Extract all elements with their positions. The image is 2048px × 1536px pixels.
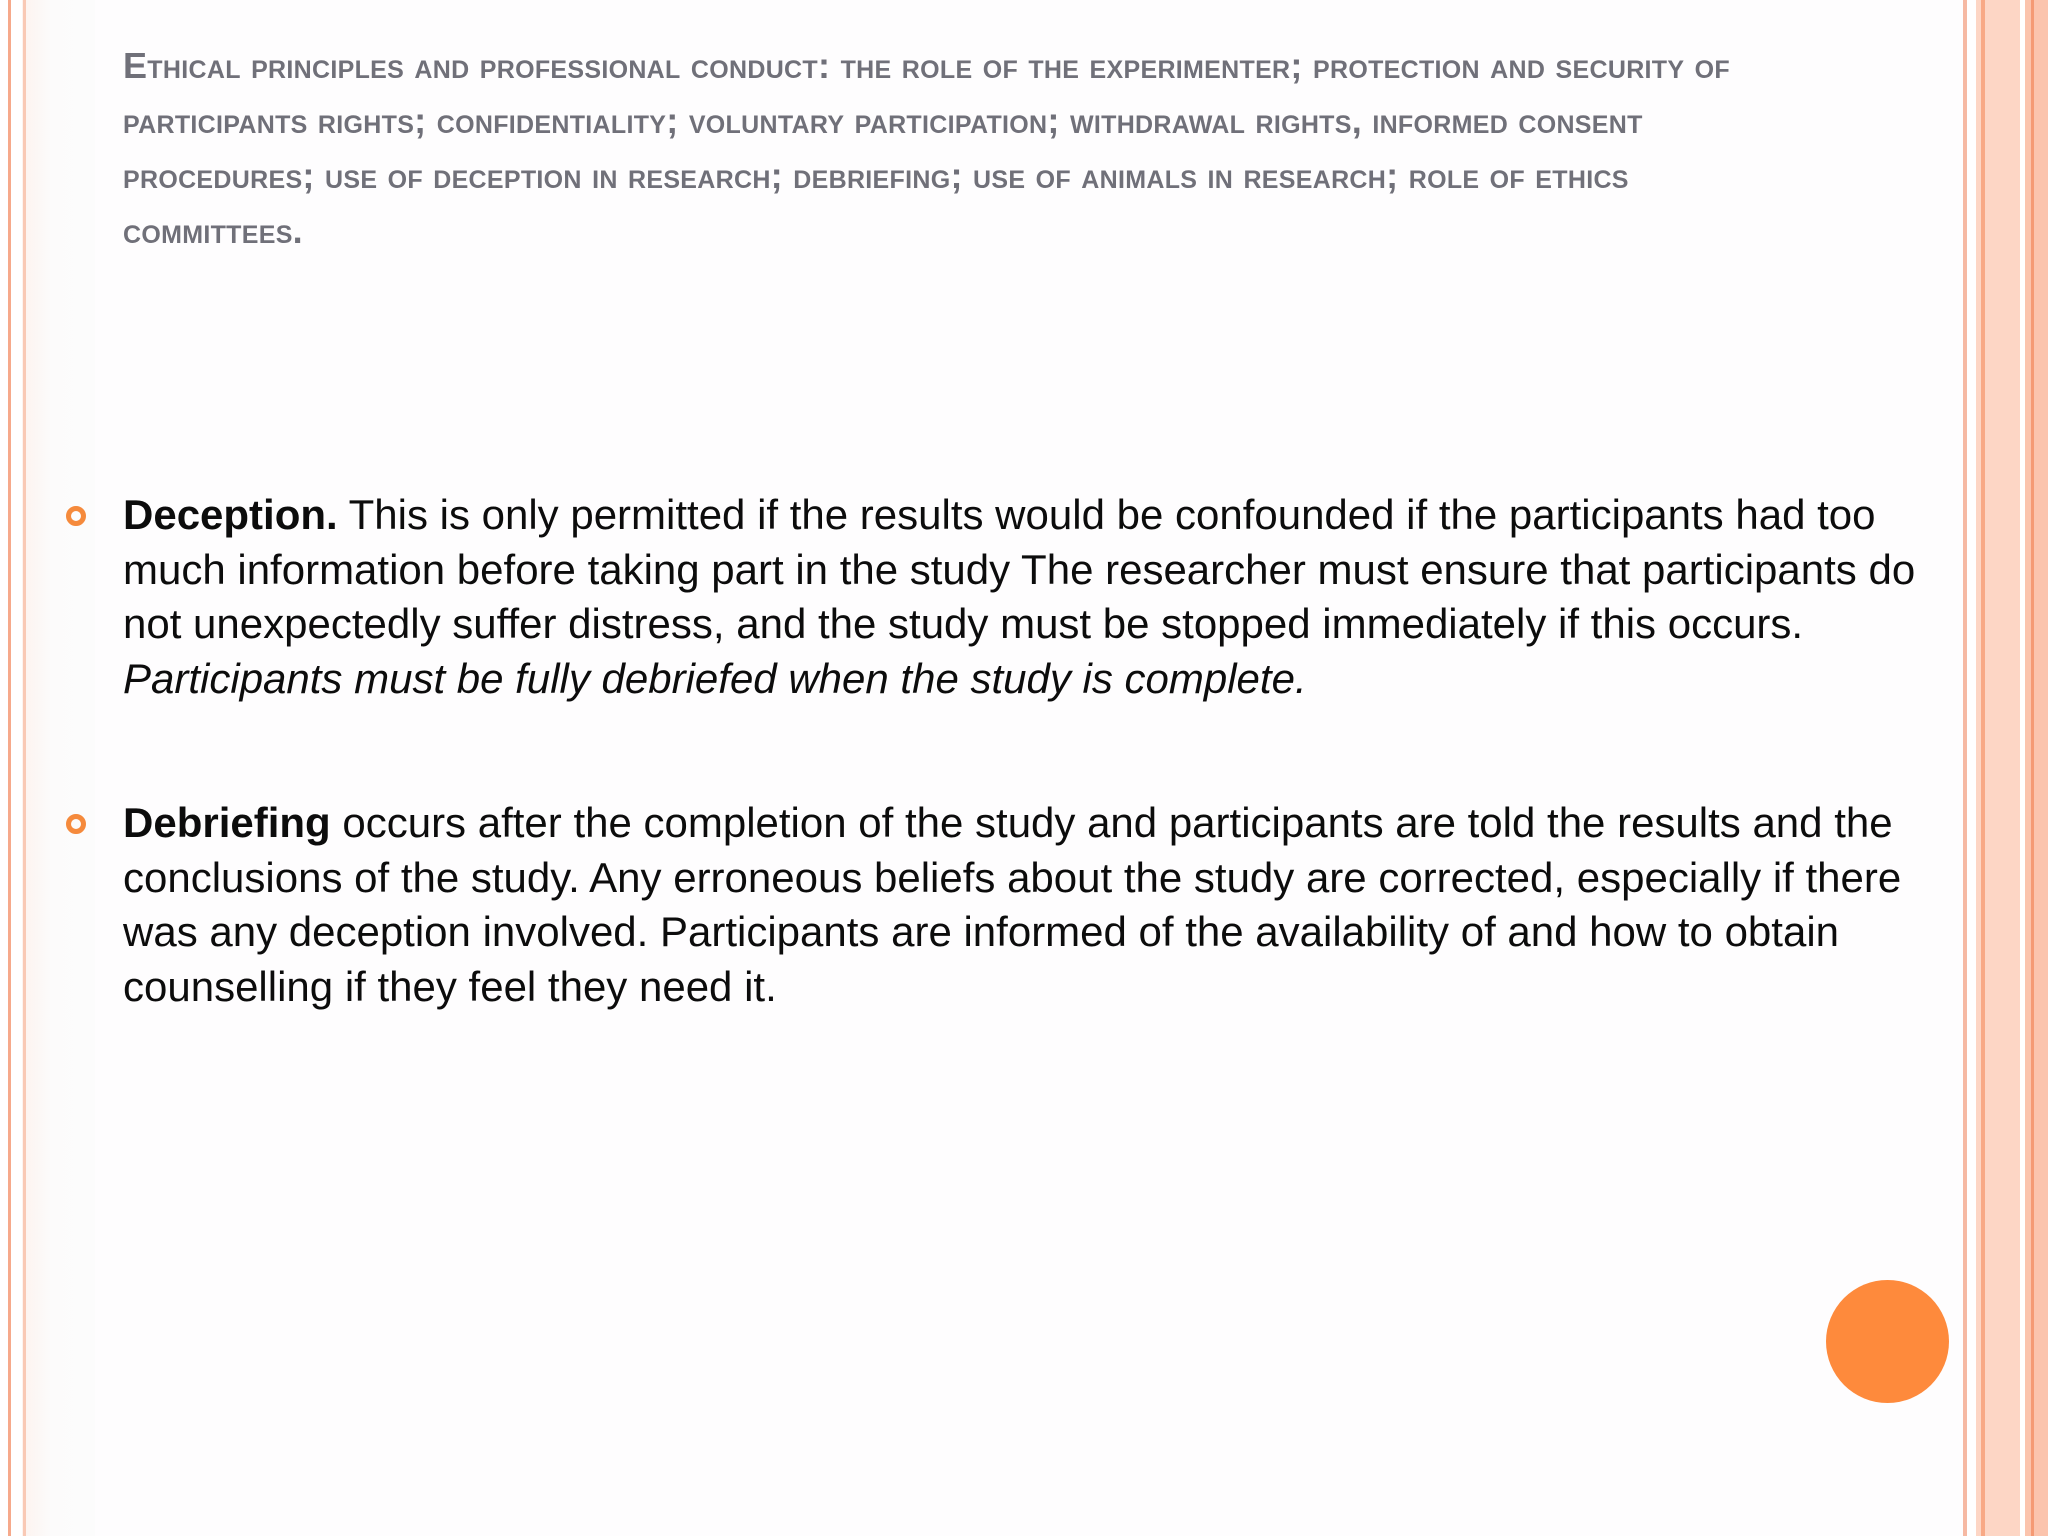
bullet-italic-text: Participants must be fully debriefed when the study is complete. xyxy=(123,654,1307,702)
slide-title: Ethical principles and professional conduct: the role of the experimenter; protection and security of participants rights; confidentiality; voluntary participation; withdrawal rights, informed consent procedures; use of deception in research; debriefing; use of animals in research; role of ethics committees. xyxy=(123,45,1730,251)
right-edge-band xyxy=(2025,0,2048,1536)
bullet-term: Debriefing xyxy=(123,799,331,846)
bullet-circle-icon xyxy=(66,506,86,526)
bullet-text: This is only permitted if the results would be confounded if the participants had too much information before taking part in the study The researcher must ensure that participants do not unexpectedly suffer distress, and the study must be stopped immediately if this occurs. xyxy=(123,491,1916,647)
bullet-circle-icon xyxy=(66,814,86,834)
right-border-line xyxy=(1963,0,1967,1536)
bullet-text: occurs after the completion of the study and participants are told the results and the conclusions of the study. Any erroneous beliefs about the study are corrected, especially if there was any deception involved. Participants are informed of the availability of and how to obtain counselling if they feel they need it. xyxy=(123,799,1902,1010)
left-accent-line xyxy=(23,0,26,1536)
left-panel xyxy=(22,0,95,1536)
bullet-deception xyxy=(123,488,1943,706)
bullet-debriefing xyxy=(123,796,1943,1014)
right-edge-line xyxy=(2031,0,2034,1536)
bullet-list xyxy=(123,488,1943,1104)
right-accent-line xyxy=(1981,0,1985,1536)
decorative-orange-circle xyxy=(1826,1280,1949,1403)
bullet-term: Deception. xyxy=(123,491,338,538)
left-border-line xyxy=(8,0,11,1536)
